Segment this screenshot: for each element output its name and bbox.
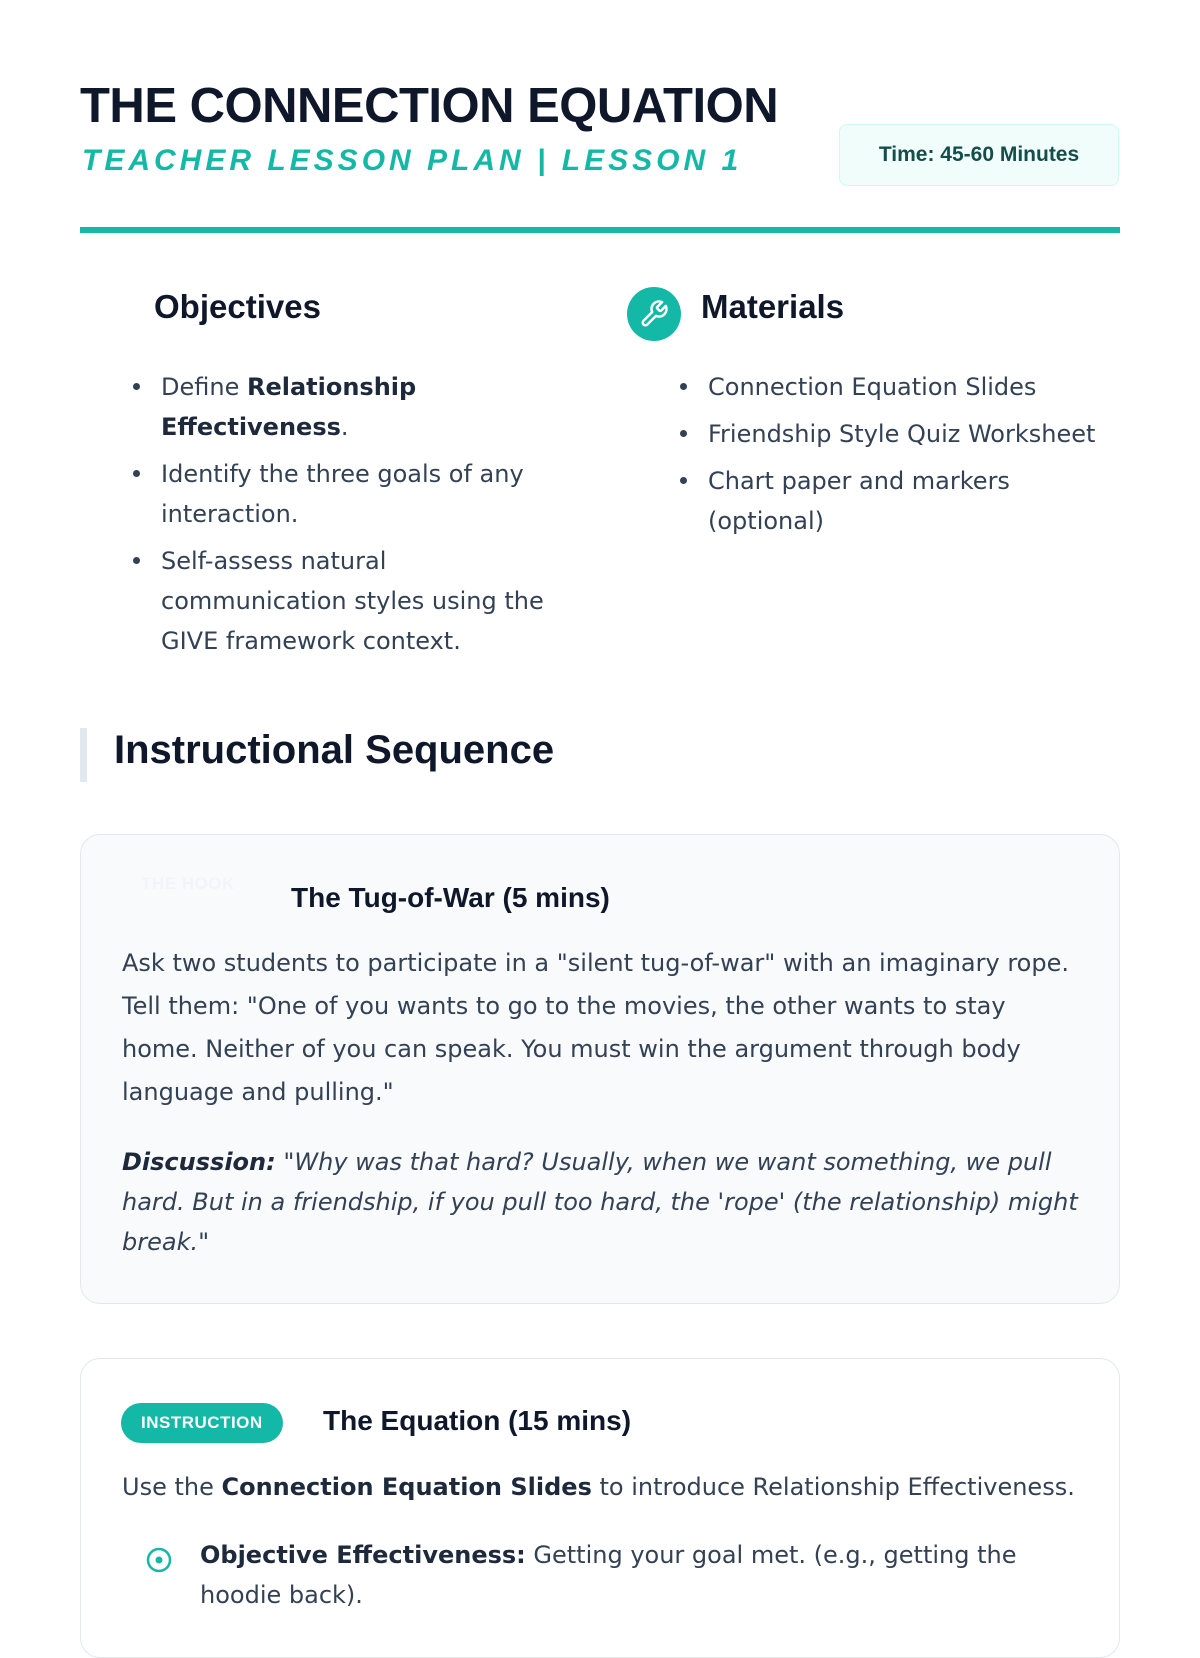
objective-item: Self-assess natural communication styles using the GIVE framework context.	[131, 541, 551, 661]
hook-discussion	[122, 1142, 1082, 1262]
hook-tag: THE HOOK	[141, 874, 235, 893]
material-item: Friendship Style Quiz Worksheet	[678, 414, 1118, 454]
target-icon	[146, 1547, 172, 1573]
objectives-heading: Objectives	[154, 288, 321, 325]
lesson-title: THE CONNECTION EQUATION	[80, 79, 779, 133]
lesson-subtitle: TEACHER LESSON PLAN | LESSON 1	[82, 144, 743, 177]
objective-item: Identify the three goals of any interaction.	[131, 454, 551, 534]
instruction-title: The Equation (15 mins)	[323, 1405, 632, 1436]
material-item: Connection Equation Slides	[678, 367, 1118, 407]
discussion-label: Discussion:	[122, 1148, 276, 1176]
materials-list	[678, 367, 1118, 548]
hook-title: The Tug-of-War (5 mins)	[291, 882, 610, 913]
point-text: Getting your goal met. (e.g., getting the hoodie back).	[200, 1541, 1017, 1609]
objectives-list	[131, 367, 551, 668]
time-badge: Time: 45-60 Minutes	[839, 124, 1119, 186]
header-divider	[80, 227, 1120, 233]
instruction-tag: INSTRUCTION	[121, 1403, 283, 1443]
section-title: Instructional Sequence	[114, 728, 555, 772]
material-item: Chart paper and markers (optional)	[678, 461, 1118, 541]
objective-item: Define Relationship Effectiveness.	[131, 367, 551, 447]
point-label: Objective Effectiveness:	[200, 1541, 526, 1569]
section-accent-bar	[80, 728, 87, 782]
materials-heading: Materials	[701, 288, 845, 325]
instruction-point	[148, 1535, 1078, 1615]
wrench-icon	[627, 287, 681, 341]
discussion-text: "Why was that hard? Usually, when we want something, we pull hard. But in a friendship, if you pull too hard, the 'rope' (the relationship) might break."	[122, 1148, 1078, 1256]
hook-body: Ask two students to participate in a "silent tug-of-war" with an imaginary rope. Tell them: "One of you wants to go to the movies, the other wants to stay home. Neither of you can speak. You must win the argument through body language and pulling."	[122, 949, 1069, 1106]
instruction-intro: Use the Connection Equation Slides to introduce Relationship Effectiveness.	[122, 1473, 1075, 1501]
